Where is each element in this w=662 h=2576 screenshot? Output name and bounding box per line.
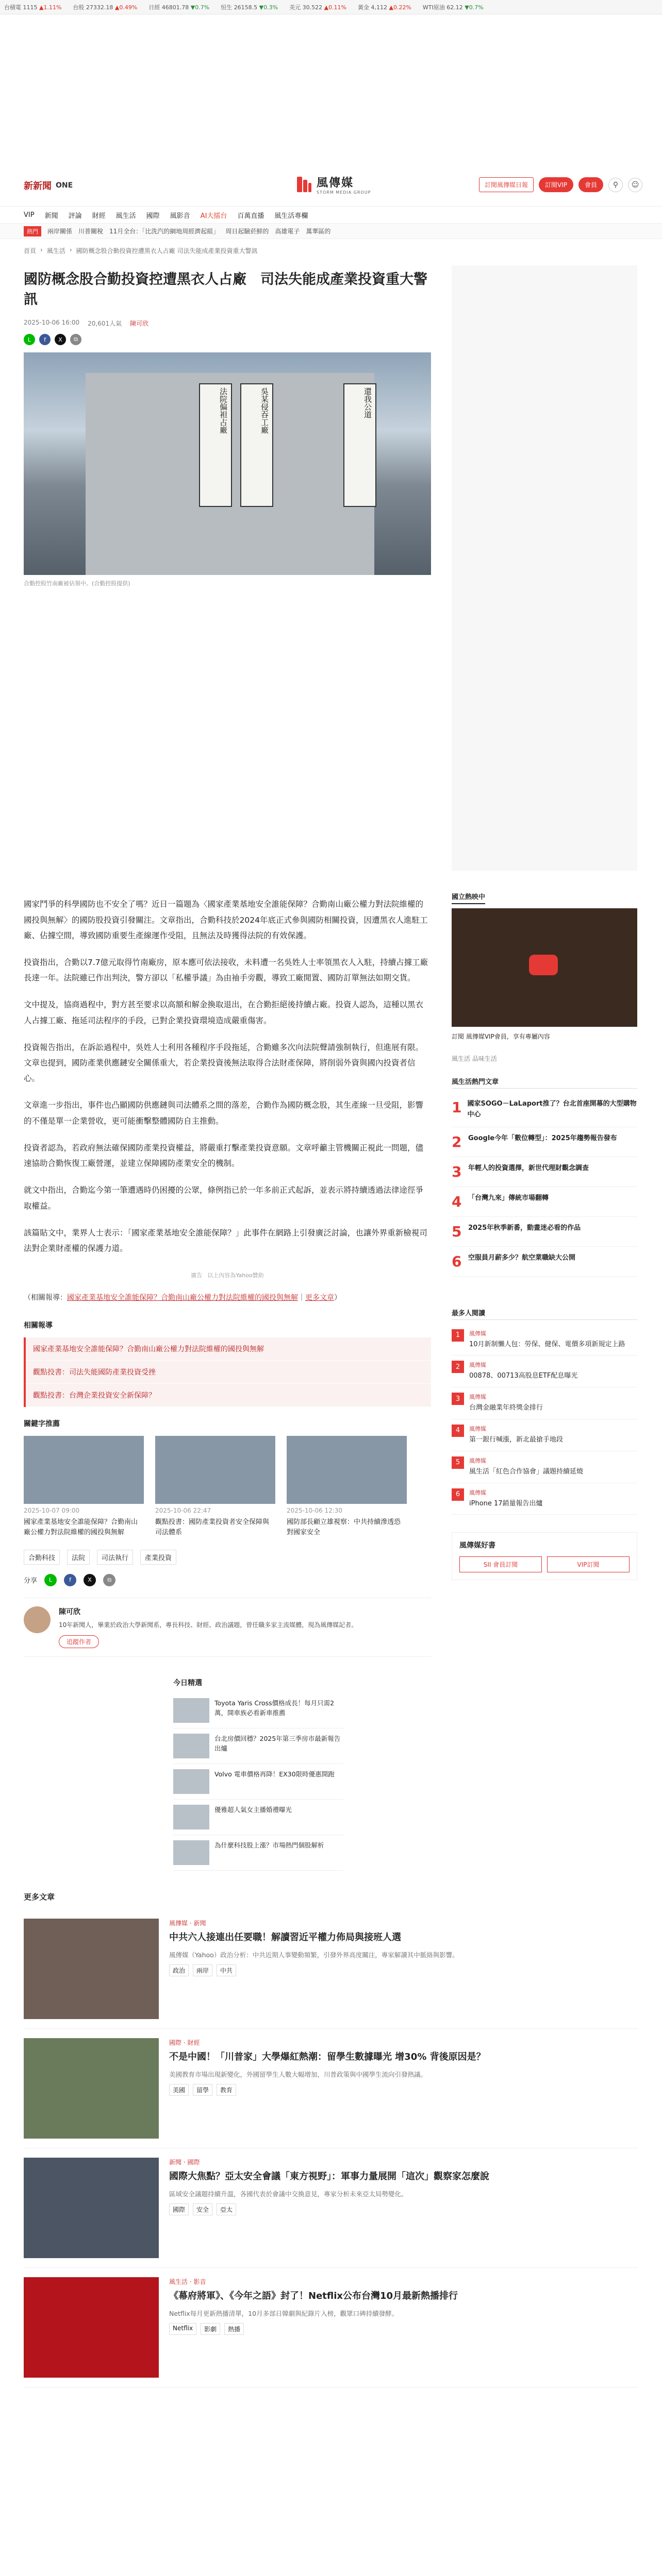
story-excerpt: 美國教育市場出現新變化，外國留學生人數大幅增加，川普政策與中國學生流向引發熱議。 <box>169 2070 427 2078</box>
vip-subscribe-button[interactable]: VIP訂閱 <box>547 1556 630 1572</box>
card-time: 2025-10-07 09:00 <box>24 1507 80 1515</box>
ticker-label: 恒生 <box>221 4 234 11</box>
ad-label: 廣告 以上內容為Yahoo贊助 <box>191 1272 264 1279</box>
site-logo[interactable] <box>295 174 371 195</box>
story-tags <box>169 2204 489 2215</box>
ticker-change: ▲0.11% <box>324 4 346 11</box>
ticker-label: WTI原油 <box>422 4 447 11</box>
author-bio: 10年新聞人，畢業於政治大學新聞系，專長科技、財經、政治議題，曾任職多家主流媒體，現為風傳媒記者。 <box>59 1621 358 1629</box>
story-image <box>24 1919 159 2019</box>
rank-text: 「台灣九來」傳統市場翻轉 <box>468 1194 549 1202</box>
popular-text: iPhone 17銷量報告出爐 <box>469 1499 543 1507</box>
today-thumb <box>173 1769 209 1794</box>
ticker-change: ▲0.49% <box>114 4 138 11</box>
header <box>0 165 662 206</box>
ticker-value: 30.522 <box>302 4 324 11</box>
story-tag[interactable]: 美國 <box>169 2084 189 2096</box>
logo-mark-icon <box>295 176 312 193</box>
ticker-change: ▼0.7% <box>190 4 210 11</box>
gift-box <box>452 1532 637 1580</box>
ticker-item[interactable] <box>148 3 209 11</box>
today-item[interactable] <box>173 1800 343 1835</box>
hot-topic-link[interactable]: 兩岸關係 <box>47 228 73 235</box>
story-tag[interactable]: 熱播 <box>224 2323 244 2335</box>
avatar <box>24 1606 51 1633</box>
market-ticker <box>0 0 662 14</box>
card-time: 2025-10-06 12:30 <box>287 1507 343 1515</box>
nav-item-6[interactable]: 風影音 <box>170 212 190 220</box>
video-sub: 風生活 品味生活 <box>452 1055 497 1062</box>
story-title[interactable]: 中共六人接連出任要職！解讀習近平權力佈局與接班人選 <box>169 1931 401 1943</box>
ticker-item[interactable] <box>4 3 61 11</box>
related-link[interactable]: 觀點投書：台灣企業投資安全新保障？ <box>26 1384 431 1407</box>
card-image <box>24 1436 144 1504</box>
keyword-card[interactable] <box>155 1436 275 1538</box>
ticker-item[interactable] <box>221 3 278 11</box>
story-title[interactable]: 不是中國！「川普家」大學爆紅熱潮：留學生數據曝光 增30% 背後原因是？ <box>169 2051 486 2062</box>
rank-number: 4 <box>452 1193 462 1210</box>
ticker-change: ▼0.3% <box>259 4 278 11</box>
article-paragraph: 文章進一步指出，事件也凸顯國防供應鏈與司法體系之間的落差，合勤作為國防概念股，其生產線一旦受阻，影響的不僅是單一企業營收，更可能衝擊整體國防自主推動。 <box>24 1100 424 1126</box>
story-tag[interactable]: 中共 <box>217 1964 236 1976</box>
popular-item[interactable] <box>452 1387 637 1419</box>
rank-item[interactable] <box>452 1247 637 1277</box>
story-tag[interactable]: Netflix <box>169 2323 196 2335</box>
rank-item[interactable] <box>452 1187 637 1217</box>
article-paragraph: 投資指出，合勤以7.7億元取得竹南廠房，原本應可依法接收，未料遭一名吳姓人士率領黑衣人入駐，持續占據工廠長達一年。法院雖已作出判決，警方卻以「私權爭議」為由袖手旁觀，導致工廠閒置、國防訂單無法如期交貨。 <box>24 957 428 983</box>
popular-badge: 風傳媒 <box>469 1425 486 1432</box>
card-image <box>287 1436 407 1504</box>
nav-item-9[interactable]: 風生活專欄 <box>274 212 308 220</box>
story-category[interactable]: 風生活 · 影音 <box>169 2278 206 2285</box>
rank-item[interactable] <box>452 1217 637 1247</box>
keyword-card[interactable] <box>24 1436 144 1538</box>
popular-number: 4 <box>452 1425 464 1437</box>
article-main <box>24 262 431 1871</box>
popular-item[interactable] <box>452 1483 637 1515</box>
nav-item-2[interactable]: 評論 <box>68 212 82 220</box>
today-thumb <box>173 1734 209 1758</box>
article-title: 國防概念股合勤投資控遭黑衣人占廠 司法失能成產業投資重大警訊 <box>24 272 427 308</box>
article-author[interactable]: 陳可欣 <box>130 320 149 328</box>
story-tag[interactable]: 影劇 <box>201 2323 220 2335</box>
protest-banner: 法院偏袒占廠 <box>199 383 232 507</box>
story-excerpt: 風傳媒（Yahoo）政治分析：中共近期人事變動頻繁，引發外界高度關注，專家解讀其中脈絡與影響。 <box>169 1951 459 1959</box>
related-inline-link[interactable]: 國家產業基地安全誰能保障？合勤南山廠公權力對法院維權的國投與無解 <box>67 1294 298 1302</box>
story-excerpt: Netflix每月更新熱播清單，10月多部日韓劇與紀錄片入榜，觀眾口碑持續發酵。 <box>169 2309 399 2317</box>
ticker-value: 46801.78 <box>161 4 191 11</box>
user-icon[interactable]: ☺ <box>628 178 642 192</box>
rank-text: 空服員月薪多少？航空業職缺大公開 <box>468 1253 576 1262</box>
hot-topic-link[interactable]: 川普關稅 <box>78 228 104 235</box>
story-tag[interactable]: 亞太 <box>217 2204 236 2215</box>
keyword-card[interactable] <box>287 1436 407 1538</box>
line-share-icon[interactable]: L <box>24 334 35 345</box>
hero-image <box>24 352 431 575</box>
article-paragraph: 國家鬥爭的科學國防也不安全了嗎？近日一篇題為〈國家產業基地安全誰能保障？合勤南山廠公權力對法院維權的國投與無解〉的國防股投資引發關注。文章指出，合勤科技於2024年底正式參與國防相關投資，因遭黑衣人進駐工廠、佔據空間，導致國防重要生產線運作受阻，且無法及時獲得法院的有效保護。 <box>24 900 428 940</box>
ticker-label: 台積電 <box>4 4 23 11</box>
x-share-icon[interactable]: X <box>55 334 66 345</box>
rank-number: 1 <box>452 1099 462 1116</box>
card-image <box>155 1436 275 1504</box>
hot-topic-link[interactable]: 11月全台：「比洗汽的網地周經濟起組」 <box>109 228 220 235</box>
more-title: 更多文章 <box>24 1892 55 1902</box>
search-icon[interactable]: ⚲ <box>608 178 623 192</box>
article-paragraph: 投資報告指出，在訴訟過程中，吳姓人士利用各種程序手段拖延，合勤雖多次向法院聲請強制執行，但進展有限。文章也提到，國防產業供應鏈安全關係重大，若企業投資後無法取得合法財產保障，將削弱外資與國內投資者信心。 <box>24 1042 424 1083</box>
ticker-item[interactable] <box>73 3 137 11</box>
ticker-value: 1115 <box>23 4 39 11</box>
article-paragraph: 投資者認為，若政府無法確保國防產業投資權益，將嚴重打擊產業投資意願。文章呼籲主管機關正視此一問題，儘速協助合勤恢復工廠營運，並建立保障國防產業安全的機制。 <box>24 1143 424 1168</box>
nav-item-5[interactable]: 國際 <box>146 212 160 220</box>
breadcrumb: 首頁 › 風生活 › 國防概念股合勤投資控遭黑衣人占廠 司法失能成產業投資重大警訊 <box>24 246 258 255</box>
share-label: 分享 <box>24 1577 38 1585</box>
story-tags <box>169 1964 459 1976</box>
video-widget <box>452 891 637 1063</box>
related-link[interactable]: 觀點投書：司法失能國防產業投資受挫 <box>26 1361 431 1384</box>
today-item[interactable] <box>173 1835 343 1871</box>
ticker-change: ▼0.7% <box>465 4 484 11</box>
protest-banner: 吳某侵吞工廠 <box>240 383 273 507</box>
story-category[interactable]: 新聞 · 國際 <box>169 2158 200 2166</box>
popular-text: 台灣金融業年終獎金排行 <box>469 1404 543 1412</box>
article-paragraph: 就文中指出，合勤迄今第一筆遭遇時仍困擾的公眾，條例指已於一年多前正式起訴，並表示將持續透過法律途徑爭取權益。 <box>24 1185 424 1211</box>
today-thumb <box>173 1840 209 1865</box>
rank-number: 3 <box>452 1163 462 1180</box>
story-item[interactable] <box>24 2148 638 2268</box>
rank-text: 年輕人的投資選擇，新世代理財觀念調查 <box>468 1164 589 1172</box>
today-item[interactable] <box>173 1693 343 1728</box>
popular-number: 2 <box>452 1361 464 1373</box>
member-button[interactable]: 會員 <box>578 177 603 192</box>
popular-text: 10月新制懶人包：勞保、健保、電價多項新規定上路 <box>469 1340 625 1348</box>
logo-name: 風傳媒 <box>317 177 354 190</box>
breadcrumb-home[interactable]: 首頁 <box>24 247 37 255</box>
ticker-value: 27332.18 <box>86 4 115 11</box>
popular-item[interactable] <box>452 1355 637 1387</box>
copy-link-icon[interactable]: ⧉ <box>70 334 81 345</box>
keyword-cards <box>24 1436 431 1538</box>
popular-badge: 風傳媒 <box>469 1457 486 1464</box>
protest-banner: 還我公道 <box>343 383 376 507</box>
ticker-change: ▲0.22% <box>389 4 411 11</box>
popular-text: 風生活「紅色合作協會」議題持續延燒 <box>469 1467 584 1476</box>
today-picks <box>173 1677 343 1871</box>
popular-number: 5 <box>452 1456 464 1469</box>
more-articles-link[interactable]: 更多文章 <box>305 1294 334 1302</box>
rank-number: 2 <box>452 1133 462 1150</box>
follow-author-button[interactable]: 追蹤作者 <box>59 1635 99 1648</box>
subscribe-daily-button[interactable]: 訂閱風傳媒日報 <box>479 177 534 192</box>
vip-subscribe-button[interactable]: 訂閱VIP <box>539 177 573 192</box>
logo-sub: STORM MEDIA GROUP <box>317 190 371 195</box>
today-item[interactable] <box>173 1764 343 1800</box>
author-name[interactable]: 陳可欣 <box>59 1607 80 1616</box>
sidebar <box>452 262 637 1871</box>
news-brand-link[interactable]: 新新聞 <box>24 181 52 192</box>
nav-item-1[interactable]: 新聞 <box>44 212 58 220</box>
story-category[interactable]: 風傳媒 · 新聞 <box>169 1919 206 1927</box>
popular-item[interactable] <box>452 1324 637 1356</box>
video-caption[interactable]: 訂閱 風傳媒VIP會員，享有專屬內容 <box>452 1033 550 1040</box>
nav-item-0[interactable]: VIP <box>24 211 35 219</box>
related-inline: （相關報導：國家產業基地安全誰能保障？合勤南山廠公權力對法院維權的國投與無解｜更多文章） <box>24 1294 341 1302</box>
popular-badge: 風傳媒 <box>469 1489 486 1496</box>
ticker-label: 台股 <box>73 4 86 11</box>
related-title: 相關報導 <box>24 1321 53 1330</box>
article-body <box>24 896 431 1256</box>
member-subscribe-button[interactable]: SII 會員訂閱 <box>459 1556 542 1572</box>
story-category[interactable]: 國際 · 財經 <box>169 2039 200 2046</box>
popular-badge: 風傳媒 <box>469 1394 486 1401</box>
popular-text: 00878、00713高股息ETF配息曝光 <box>469 1372 578 1380</box>
story-tag[interactable]: 留學 <box>193 2084 212 2096</box>
keyword-title: 關鍵字推薦 <box>24 1420 60 1429</box>
today-title: 今日精選 <box>173 1679 202 1687</box>
video-player[interactable] <box>452 908 637 1027</box>
story-title[interactable]: 國際大焦點？亞太安全會議「東方視野」：軍事力量展開「這次」觀察家怎麼說 <box>169 2171 489 2182</box>
tag-link[interactable]: 司法執行 <box>97 1550 133 1565</box>
today-text: 優雅超人氣女主播婚禮曝光 <box>214 1805 292 1814</box>
sidebar-ad <box>452 265 637 871</box>
popular-title: 最多人閱讀 <box>452 1308 637 1320</box>
hot-tag: 熱門 <box>24 226 41 236</box>
rank-item[interactable] <box>452 1093 637 1127</box>
story-tag[interactable]: 教育 <box>217 2084 236 2096</box>
story-title[interactable]: 《幕府將軍》、《今年之語》封了！Netflix公布台灣10月最新熱播排行 <box>169 2290 458 2301</box>
ticker-label: 美元 <box>289 4 303 11</box>
card-title: 國防部長顧立雄視察：中共持續滲透恐對國家安全 <box>287 1518 401 1537</box>
article-paragraph: 該篇貼文中，業界人士表示：「國家產業基地安全誰能保障？」此事件在網路上引發廣泛討論，也讓外界重新檢視司法對企業財產權的保護力道。 <box>24 1228 427 1253</box>
today-text: Toyota Yaris Cross價格成長！每月只需2萬，開車族必看新車推薦 <box>214 1699 335 1717</box>
ticker-value: 62.12 <box>446 4 465 11</box>
rank-item[interactable] <box>452 1157 637 1187</box>
story-image <box>24 2158 159 2258</box>
popular-number: 6 <box>452 1488 464 1501</box>
hot-topic-link[interactable]: 萬華區的 <box>306 228 331 235</box>
article-date: 2025-10-06 16:00 <box>24 319 80 327</box>
rank-number: 6 <box>452 1252 462 1270</box>
breadcrumb-current: 國防概念股合勤投資控遭黑衣人占廠 司法失能成產業投資重大警訊 <box>76 247 258 255</box>
related-list <box>24 1337 431 1407</box>
story-item[interactable] <box>24 1909 638 2029</box>
card-time: 2025-10-06 22:47 <box>155 1507 211 1515</box>
nav-item-4[interactable]: 風生活 <box>115 212 136 220</box>
nav-item-8[interactable]: 百萬直播 <box>237 212 264 220</box>
facebook-share-icon[interactable]: f <box>39 334 51 345</box>
play-icon[interactable] <box>529 955 558 975</box>
popular-text: 第一銀行喊漲，新北最搶手地段 <box>469 1435 564 1444</box>
story-image <box>24 2277 159 2378</box>
share-bar <box>24 1574 431 1586</box>
story-tag[interactable]: 國際 <box>169 2204 189 2215</box>
article-paragraph: 文中提及，協商過程中，對方甚至要求以高額和解金換取退出，在合勤拒絕後持續占廠。投資人認為，這種以黑衣人占據工廠、拖延司法程序的手段，已對企業投資環境造成嚴重傷害。 <box>24 1000 424 1025</box>
ticker-item[interactable] <box>423 3 484 11</box>
popular-number: 1 <box>452 1329 464 1342</box>
main-nav <box>0 206 662 224</box>
today-item[interactable] <box>173 1728 343 1764</box>
more-stories <box>0 1871 662 2387</box>
article-tags <box>24 1550 431 1565</box>
story-excerpt: 區域安全議題持續升溫，各國代表於會議中交換意見，專家分析未來亞太局勢變化。 <box>169 2190 408 2198</box>
hot-topic-link[interactable]: 高雄電子 <box>275 228 300 235</box>
image-caption: 合勤控股竹南廠被佔領中。(合勤控股提供) <box>24 580 130 587</box>
copy-link-icon[interactable]: ⧉ <box>103 1574 115 1586</box>
one-brand-link[interactable]: ONE <box>56 181 73 190</box>
tag-link[interactable]: 合勤科技 <box>24 1550 60 1565</box>
rank-text: Google今年「數位轉型」：2025年趨勢報告發布 <box>468 1134 617 1142</box>
story-tags <box>169 2084 486 2096</box>
popular-badge: 風傳媒 <box>469 1330 486 1337</box>
breadcrumb-section[interactable]: 風生活 <box>46 247 65 255</box>
today-text: Volvo 電車價格再降！EX30限時優惠開跑 <box>214 1770 335 1778</box>
related-link[interactable]: 國家產業基地安全誰能保障？合勤南山廠公權力對法院維權的國投與無解 <box>26 1337 431 1361</box>
story-item[interactable] <box>24 2268 638 2387</box>
ticker-value: 26158.5 <box>234 4 259 11</box>
card-title: 觀點投書：國防產業投資者安全保障與司法體系 <box>155 1518 270 1537</box>
today-text: 為什麼科技股上漲？市場熱門個股解析 <box>214 1841 324 1849</box>
popular-item[interactable] <box>452 1451 637 1483</box>
gift-title: 風傳媒好書 <box>459 1541 495 1550</box>
video-title: 國立熱映中 <box>452 891 485 904</box>
popular-badge: 風傳媒 <box>469 1362 486 1369</box>
author-box <box>24 1598 431 1657</box>
ticker-item[interactable] <box>289 3 346 11</box>
x-share-icon[interactable]: X <box>84 1574 96 1586</box>
rank-number: 5 <box>452 1223 462 1240</box>
story-image <box>24 2038 159 2139</box>
story-item[interactable] <box>24 2029 638 2148</box>
nav-item-3[interactable]: 財經 <box>92 212 106 220</box>
ticker-value: 4,112 <box>371 4 389 11</box>
rank-text: 2025年秋季新番，動畫迷必看的作品 <box>468 1224 581 1232</box>
today-thumb <box>173 1805 209 1829</box>
today-thumb <box>173 1698 209 1723</box>
hot-topics-bar <box>0 224 662 239</box>
tag-link[interactable]: 產業投資 <box>140 1550 176 1565</box>
facebook-share-icon[interactable]: f <box>64 1574 76 1586</box>
ticker-label: 黃金 <box>357 4 371 11</box>
ticker-label: 日經 <box>148 4 162 11</box>
hot-topic-link[interactable]: 周日起驗菸鮮的 <box>225 228 269 235</box>
rank-item[interactable] <box>452 1127 637 1157</box>
story-tag[interactable]: 安全 <box>193 2204 212 2215</box>
article-views: 20,601人氣 <box>88 320 122 328</box>
ticker-item[interactable] <box>358 3 411 11</box>
rank-text: 國家SOGO－LaLaport推了？台北首座開幕的大型購物中心 <box>467 1100 637 1118</box>
popular-item[interactable] <box>452 1419 637 1451</box>
popular-number: 3 <box>452 1393 464 1405</box>
today-text: 台北房價回穩？2025年第三季房市最新報告出爐 <box>214 1734 341 1753</box>
ticker-change: ▲1.11% <box>39 4 62 11</box>
story-tag[interactable]: 政治 <box>169 1964 189 1976</box>
card-title: 國家產業基地安全誰能保障？合勤南山廠公權力對法院維權的國投與無解 <box>24 1518 138 1537</box>
nav-item-7[interactable]: AI大擂台 <box>200 212 227 220</box>
tag-link[interactable]: 法院 <box>67 1550 90 1565</box>
story-tags <box>169 2323 458 2335</box>
rank-title: 風生活熱門文章 <box>452 1076 637 1089</box>
story-tag[interactable]: 兩岸 <box>193 1964 212 1976</box>
line-share-icon[interactable]: L <box>44 1574 57 1586</box>
